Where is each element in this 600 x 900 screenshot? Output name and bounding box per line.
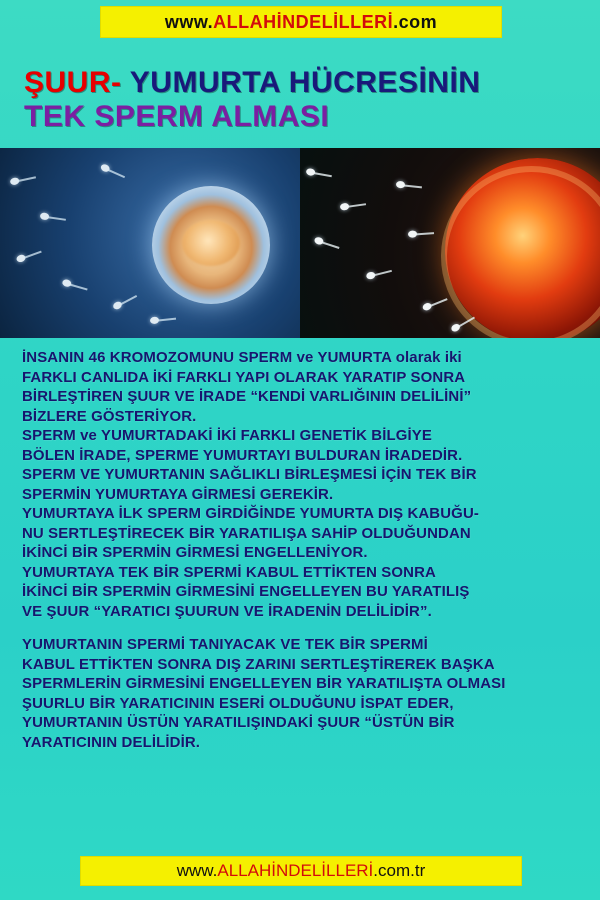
body-line: SPERM VE YUMURTANIN SAĞLIKLI BİRLEŞMESİ İÇİN TEK BİR: [22, 466, 477, 483]
body-line: NU SERTLEŞTİRECEK BİR YARATILIŞA SAHİP OLDUĞUNDAN: [22, 524, 471, 542]
image-strip: [0, 148, 600, 338]
sperm-tail: [158, 318, 176, 321]
sperm-cell: [408, 229, 434, 238]
bottom-url-brand: ALLAHİNDELİLLERİ: [217, 861, 374, 880]
title-keyword-suur: ŞUUR-: [24, 66, 122, 99]
ovum-fertilization-image: [300, 148, 600, 338]
top-url-suffix: .com: [393, 11, 438, 32]
bottom-url-suffix: .com.tr: [373, 861, 426, 880]
sperm-cell: [314, 236, 341, 251]
sperm-tail: [374, 270, 392, 276]
body-line: İNSANIN 46 KROMOZOMUNU SPERM ve YUMURTA olarak iki: [22, 349, 462, 366]
sperm-cell: [306, 168, 333, 179]
sperm-tail: [430, 298, 447, 306]
body-line: KABUL ETTİKTEN SONRA DIŞ ZARINI SERTLEŞTİREREK BAŞKA: [22, 655, 495, 673]
body-line: SPERMLERİN GİRMESİNİ ENGELLEYEN BİR YARATILIŞTA OLMASI: [22, 675, 506, 692]
body-line: YUMURTANIN SPERMİ TANIYACAK VE TEK BİR SPERMİ: [22, 636, 428, 653]
body-line: YUMURTANIN ÜSTÜN YARATILIŞINDAKİ ŞUUR “ÜSTÜN BİR: [22, 714, 455, 731]
title-line-2: [24, 100, 584, 134]
body-line: İKİNCİ BİR SPERMİN GİRMESİ ENGELLENİYOR.: [22, 544, 368, 561]
body-line: BİRLEŞTİREN ŞUUR VE İRADE “KENDİ VARLIĞININ DELİLİNİ”: [22, 388, 472, 405]
sperm-head: [100, 163, 111, 173]
top-url-brand: ALLAHİNDELİLLERİ: [213, 11, 394, 32]
top-url-prefix: www.: [164, 11, 214, 32]
sperm-cell: [366, 267, 393, 280]
body-line: İKİNCİ BİR SPERMİN GİRMESİNİ ENGELLEYEN BU YARATILIŞ: [22, 583, 470, 600]
body-line: SPERMİN YUMURTAYA GİRMESİ GEREKİR.: [22, 485, 334, 503]
sperm-cell: [10, 173, 37, 185]
sperm-cell: [340, 200, 367, 211]
body-line: YARATICININ DELİLİDİR.: [22, 733, 201, 751]
poster-body-text: [22, 348, 582, 752]
body-line: YUMURTAYA TEK BİR SPERMİ KABUL ETTİKTEN SONRA: [22, 563, 436, 581]
body-line: VE ŞUUR “YARATICI ŞUURUN VE İRADENİN DELİLİDİR”.: [22, 602, 432, 620]
sperm-tail: [120, 295, 137, 305]
sperm-tail: [322, 241, 340, 248]
sperm-tail: [18, 176, 36, 181]
sperm-tail: [314, 172, 332, 177]
title-line-1-rest: YUMURTA HÜCRESİNİN: [121, 66, 481, 99]
egg-cell-core: [182, 220, 240, 266]
top-url-text: [165, 12, 437, 33]
body-line: BİZLERE GÖSTERİYOR.: [22, 407, 197, 425]
body-line: ŞUURLU BİR YARATICININ ESERİ OLDUĞUNU İSPAT EDER,: [22, 694, 454, 712]
bottom-url-prefix: www.: [176, 861, 218, 880]
poster-title: [24, 66, 584, 134]
sperm-cell: [62, 279, 89, 293]
sperm-cell: [422, 295, 449, 311]
sperm-tail: [404, 184, 422, 187]
sperm-cell: [150, 315, 177, 325]
sperm-tail: [108, 169, 125, 178]
sperm-tail: [48, 216, 66, 220]
sperm-cell: [100, 163, 127, 180]
title-line-1: [24, 66, 584, 100]
title-line-2-text: TEK SPERM ALMASI: [24, 100, 330, 133]
sperm-tail: [70, 284, 88, 290]
sperm-tail: [348, 203, 366, 207]
sperm-tail: [24, 251, 41, 259]
sperm-cell: [40, 212, 67, 223]
paragraph-gap: [22, 621, 582, 635]
sperm-cell: [112, 292, 138, 310]
egg-cell-image: [0, 148, 300, 338]
body-line: YUMURTAYA İLK SPERM GİRDİĞİNDE YUMURTA DIŞ KABUĞU-: [22, 505, 479, 522]
top-url-banner: [100, 6, 502, 38]
bottom-url-text: [177, 861, 425, 881]
bottom-url-banner: [80, 856, 522, 886]
sperm-cell: [16, 248, 43, 263]
body-line: BÖLEN İRADE, SPERME YUMURTAYI BULDURAN İRADEDİR.: [22, 446, 463, 464]
body-line: FARKLI CANLIDA İKİ FARKLI YAPI OLARAK YARATIP SONRA: [22, 368, 466, 386]
sperm-tail: [416, 232, 434, 235]
body-line: SPERM ve YUMURTADAKİ İKİ FARKLI GENETİK BİLGİYE: [22, 427, 433, 444]
sperm-cell: [396, 181, 423, 191]
sperm-head: [16, 254, 27, 264]
